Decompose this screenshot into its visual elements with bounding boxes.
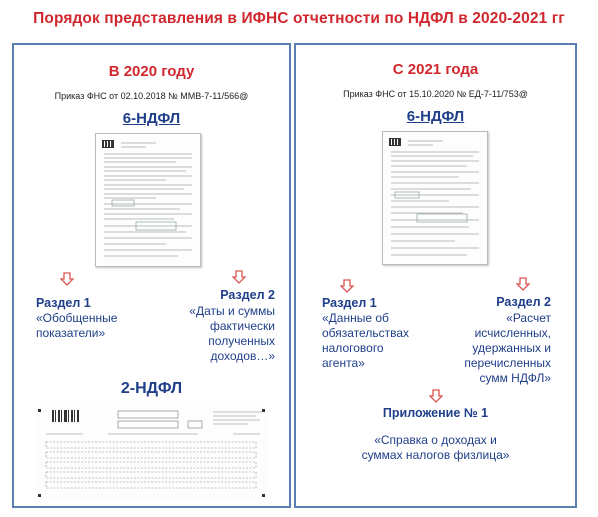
section2-title-2021: Раздел 2 [496, 295, 551, 309]
section1-title-2021: Раздел 1 [322, 296, 377, 310]
page-title: Порядок представления в ИФНС отчетности по НДФЛ в 2020-2021 гг [33, 10, 565, 27]
form-6ndfl-name-2020: 6-НДФЛ [122, 110, 181, 127]
form-6ndfl-name-2021: 6-НДФЛ [406, 108, 465, 125]
section2-desc-2020: «Даты и суммы фактически полученных доходов…» [189, 304, 275, 363]
appendix-desc: «Справка о доходах и суммах налогов физлица» [361, 433, 510, 462]
form-2ndfl-name: 2-НДФЛ [120, 380, 183, 397]
section2-title-2020: Раздел 2 [220, 288, 275, 302]
appendix-title: Приложение № 1 [382, 406, 489, 420]
section1-desc-2021: «Данные об обязательствах налогового агента» [322, 311, 409, 370]
arrow-down-icon [60, 272, 74, 286]
form-6ndfl-thumbnail [95, 133, 201, 267]
arrow-down-icon [516, 277, 530, 291]
panel-2020 [12, 43, 291, 508]
form-2ndfl-thumbnail [38, 406, 266, 500]
order-2021: Приказ ФНС от 15.10.2020 № ЕД-7-11/753@ [343, 89, 528, 99]
panel-2020-title: В 2020 году [108, 63, 195, 80]
section1-desc-2020: «Обобщенные показатели» [36, 311, 118, 340]
panel-2021-title: С 2021 года [392, 61, 479, 78]
section2-desc-2021: «Расчет исчисленных, удержанных и перечисленных сумм НДФЛ» [464, 311, 551, 385]
arrow-down-icon [340, 279, 354, 293]
panel-2021 [294, 43, 577, 508]
arrow-down-icon [429, 389, 443, 403]
arrow-down-icon [232, 270, 246, 284]
order-2020: Приказ ФНС от 02.10.2018 № ММВ-7-11/566@ [54, 91, 249, 101]
section1-title-2020: Раздел 1 [36, 296, 91, 310]
form-6ndfl-new-thumbnail [382, 131, 488, 265]
